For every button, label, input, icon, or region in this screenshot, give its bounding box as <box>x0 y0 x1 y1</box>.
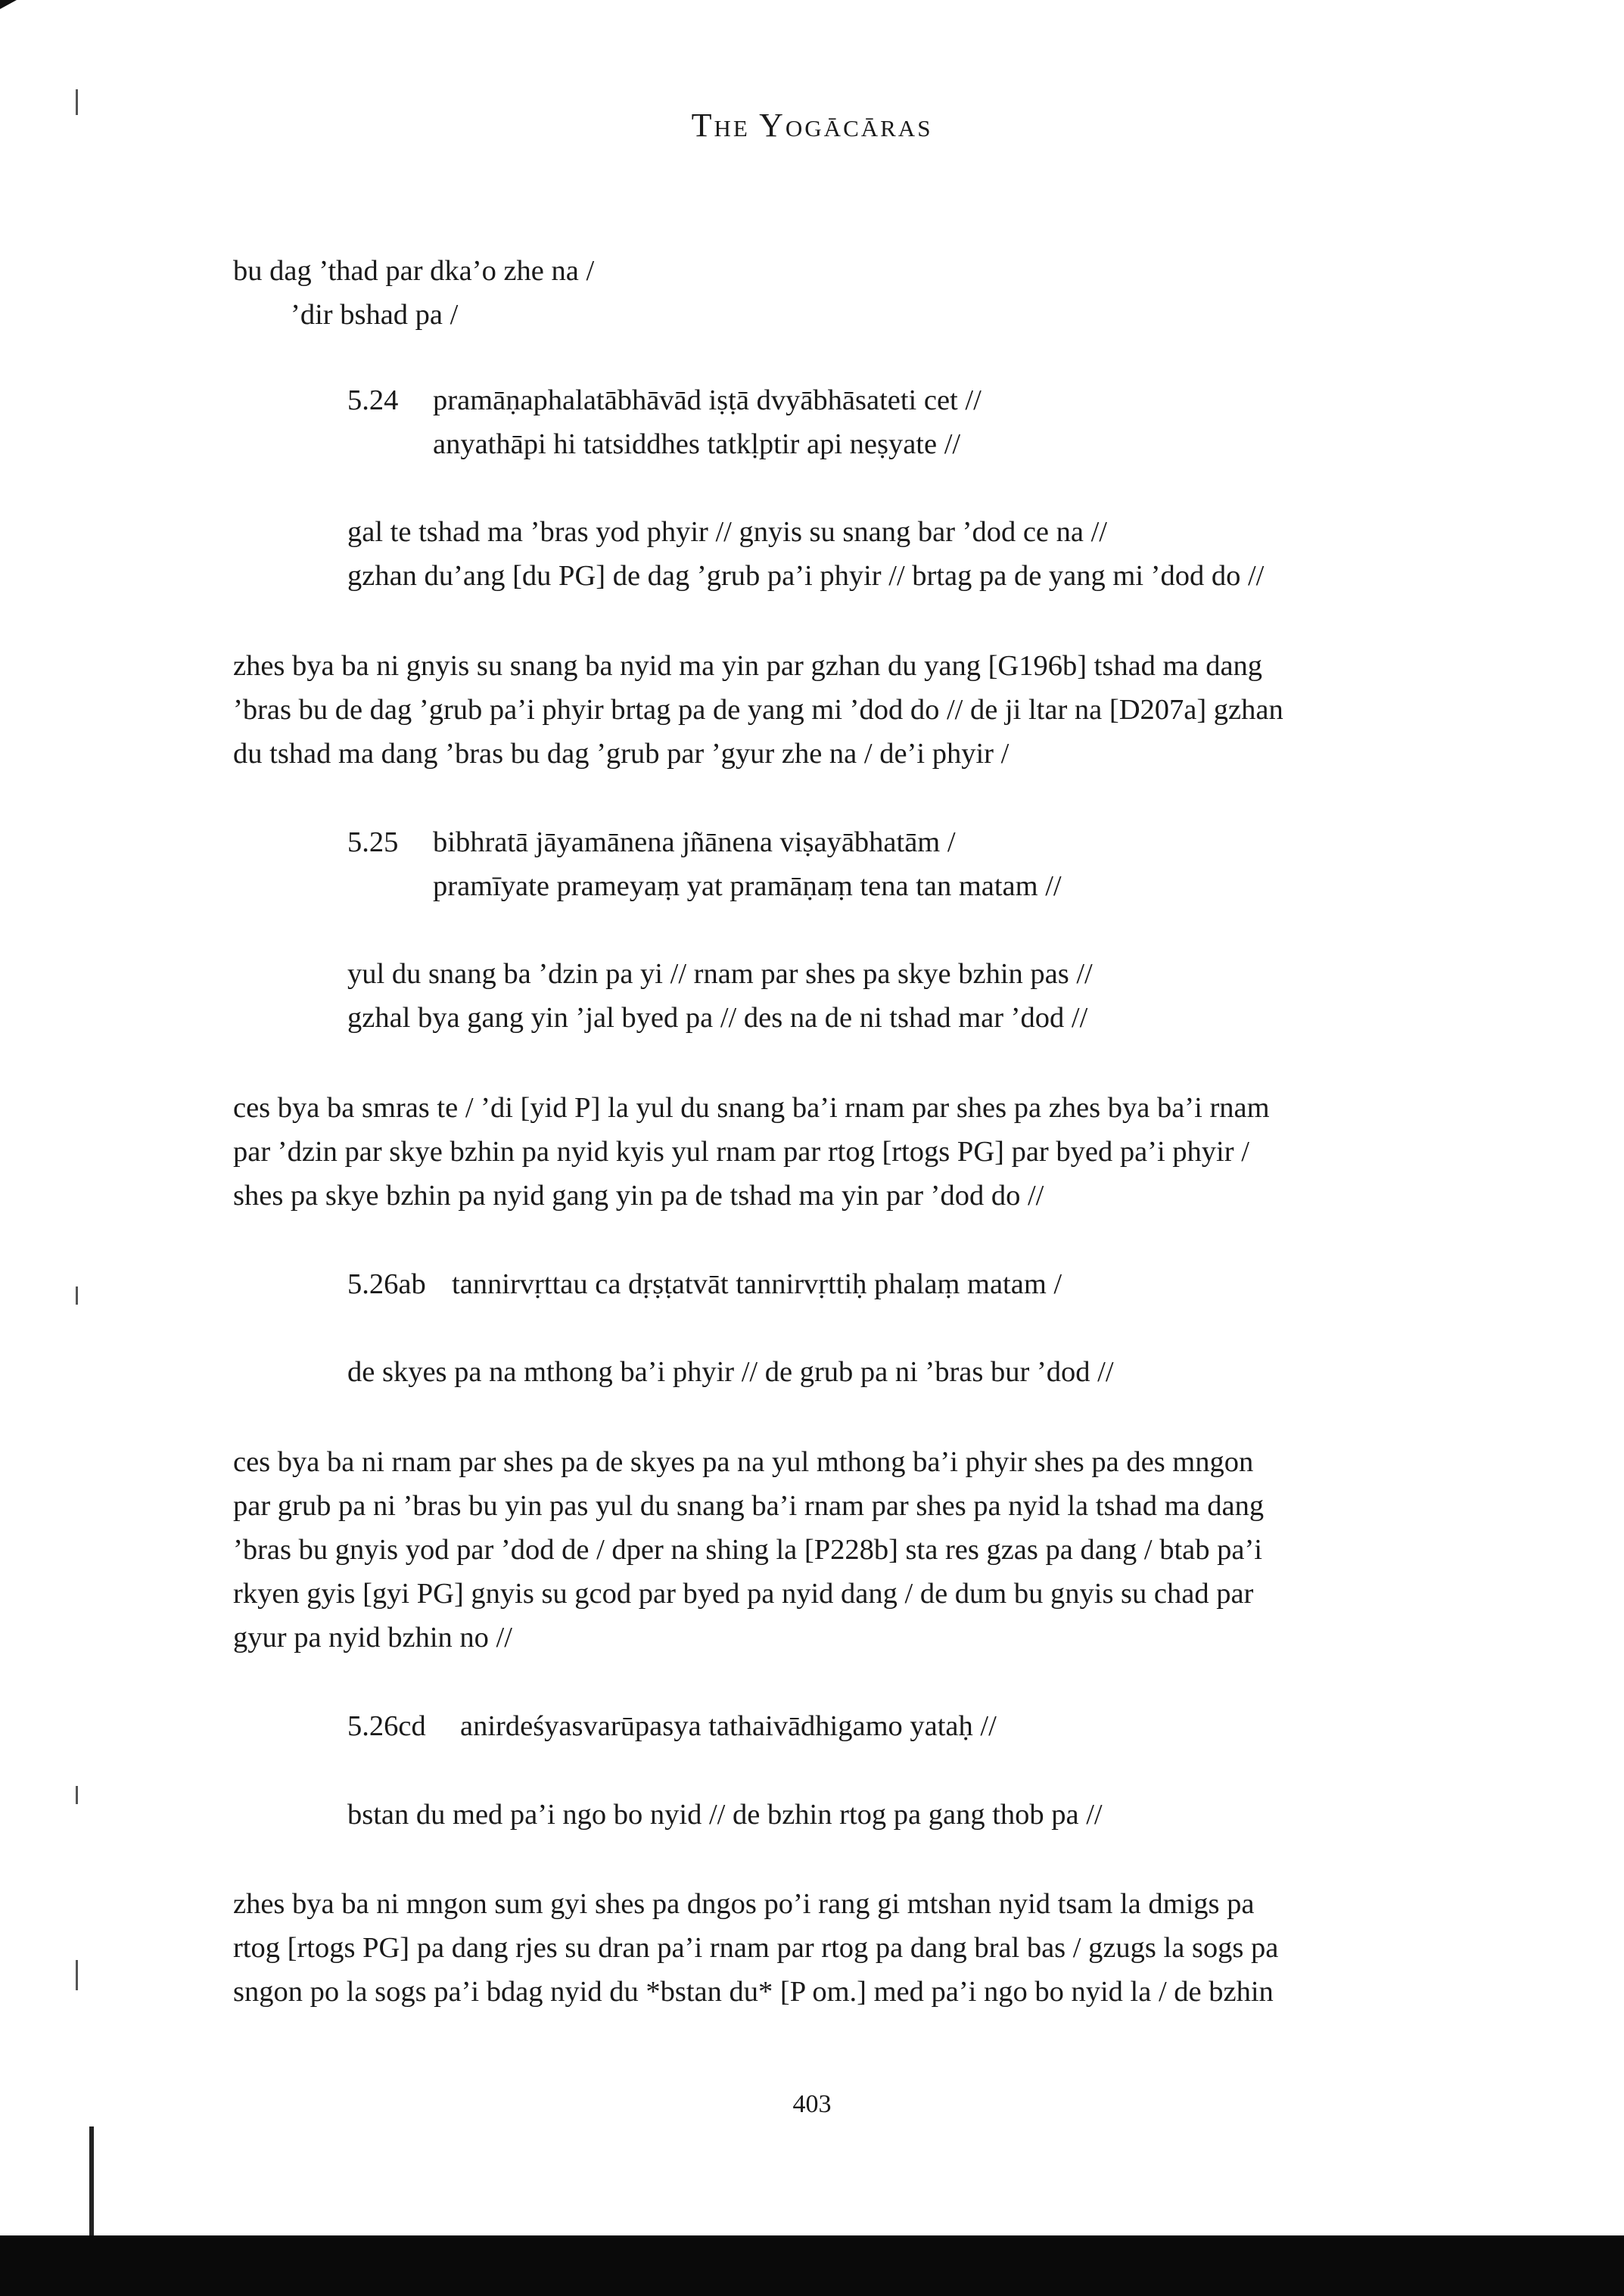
page-number: 403 <box>792 2090 832 2118</box>
sanskrit-verse-line: bibhratā jāyamānena jñānena viṣayābhatām / <box>433 826 956 858</box>
tibetan-verse-line: bstan du med pa’i ngo bo nyid // de bzhin rtog pa gang thob pa // <box>347 1799 1103 1831</box>
tibetan-verse-line: gzhal bya gang yin ’jal byed pa // des na de ni tshad mar ’dod // <box>347 1002 1088 1034</box>
margin-mark <box>76 1960 78 1990</box>
prose-line: ’dir bshad pa / <box>291 299 459 331</box>
prose-line: ces bya ba ni rnam par shes pa de skyes pa na yul mthong ba’i phyir shes pa des mngon <box>233 1446 1254 1478</box>
prose-line: zhes bya ba ni gnyis su snang ba nyid ma yin par gzhan du yang [G196b] tshad ma dang <box>233 650 1263 682</box>
scan-bottom-edge <box>0 2235 1624 2296</box>
prose-line: ’bras bu gnyis yod par ’dod de / dper na shing la [P228b] sta res gzas pa dang / btab pa’i <box>233 1534 1263 1566</box>
verse-number: 5.25 <box>347 826 399 858</box>
sanskrit-verse-line: pramīyate prameyaṃ yat pramāṇaṃ tena tan matam // <box>433 870 1062 902</box>
prose-line: ’bras bu de dag ’grub pa’i phyir brtag pa de yang mi ’dod do // de ji ltar na [D207a] gzhan <box>233 694 1283 726</box>
prose-line: gyur pa nyid bzhin no // <box>233 1622 512 1654</box>
prose-line: du tshad ma dang ’bras bu dag ’grub par ’gyur zhe na / de’i phyir / <box>233 738 1010 770</box>
tibetan-verse-line: de skyes pa na mthong ba’i phyir // de grub pa ni ’bras bur ’dod // <box>347 1356 1114 1388</box>
prose-line: rkyen gyis [gyi PG] gnyis su gcod par byed pa nyid dang / de dum bu gnyis su chad par <box>233 1578 1254 1610</box>
prose-line: shes pa skye bzhin pa nyid gang yin pa de tshad ma yin par ’dod do // <box>233 1180 1044 1212</box>
prose-line: ces bya ba smras te / ’di [yid P] la yul du snang ba’i rnam par shes pa zhes bya ba’i rnam <box>233 1092 1270 1124</box>
tibetan-verse-line: yul du snang ba ’dzin pa yi // rnam par shes pa skye bzhin pas // <box>347 958 1093 990</box>
prose-line: zhes bya ba ni mngon sum gyi shes pa dngos po’i rang gi mtshan nyid tsam la dmigs pa <box>233 1888 1255 1920</box>
sanskrit-verse-line: tannirvṛttau ca dṛṣṭatvāt tannirvṛttiḥ phalaṃ matam / <box>452 1268 1062 1300</box>
prose-line: sngon po la sogs pa’i bdag nyid du *bstan du* [P om.] med pa’i ngo bo nyid la / de bzhin <box>233 1976 1274 2008</box>
sanskrit-verse-line: pramāṇaphalatābhāvād iṣṭā dvyābhāsateti cet // <box>433 384 982 416</box>
verse-number: 5.24 <box>347 384 399 416</box>
prose-line: par ’dzin par skye bzhin pa nyid kyis yul rnam par rtog [rtogs PG] par byed pa’i phyir / <box>233 1136 1249 1168</box>
running-head: The Yogācāras <box>691 107 933 144</box>
scan-corner-mark <box>0 0 17 9</box>
sanskrit-verse-line: anyathāpi hi tatsiddhes tatkḷptir api neṣyate // <box>433 428 961 460</box>
tibetan-verse-line: gzhan du’ang [du PG] de dag ’grub pa’i phyir // brtag pa de yang mi ’dod do // <box>347 560 1265 592</box>
verse-number: 5.26ab <box>347 1268 426 1300</box>
prose-line: par grub pa ni ’bras bu yin pas yul du snang ba’i rnam par shes pa nyid la tshad ma dang <box>233 1490 1265 1522</box>
margin-mark <box>76 89 78 115</box>
tibetan-verse-line: gal te tshad ma ’bras yod phyir // gnyis su snang bar ’dod ce na // <box>347 516 1107 548</box>
verse-number: 5.26cd <box>347 1710 426 1742</box>
margin-mark <box>76 1786 78 1804</box>
prose-line: rtog [rtogs PG] pa dang rjes su dran pa’i rnam par rtog pa dang bral bas / gzugs la sogs pa <box>233 1932 1279 1964</box>
binding-edge <box>89 2126 94 2237</box>
prose-line: bu dag ’thad par dka’o zhe na / <box>233 255 595 287</box>
margin-mark <box>76 1286 78 1305</box>
sanskrit-verse-line: anirdeśyasvarūpasya tathaivādhigamo yataḥ // <box>460 1710 997 1742</box>
